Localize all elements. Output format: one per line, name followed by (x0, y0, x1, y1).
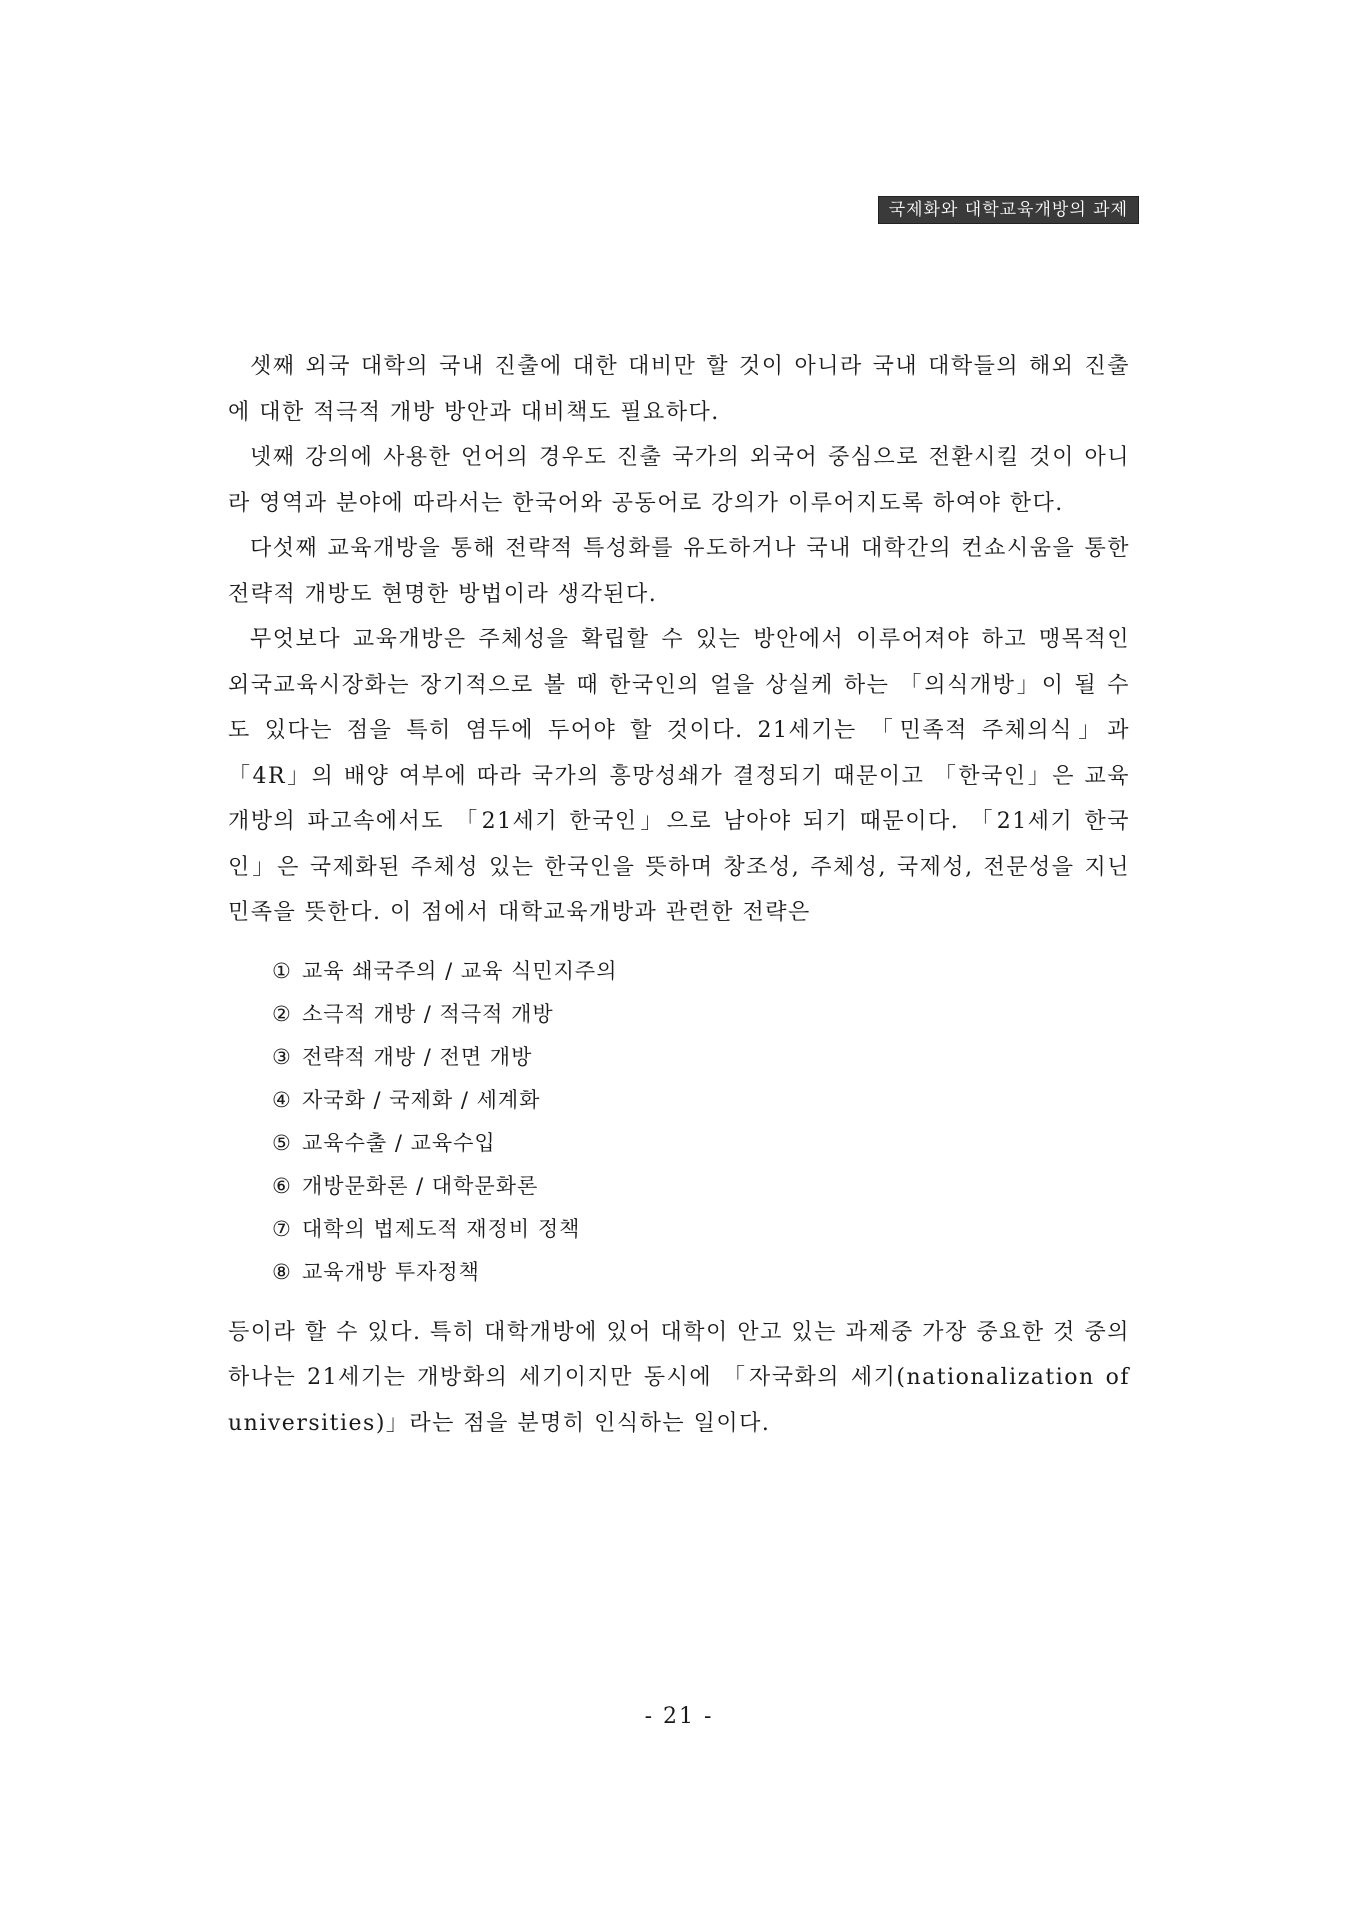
list-item (272, 1122, 1130, 1165)
closing-paragraph: 등이라 할 수 있다. 특히 대학개방에 있어 대학이 안고 있는 과제중 가장 중요한 것 중의 하나는 21세기는 개방화의 세기이지만 동시에 「자국화의 세기(nationalization of universities)」라는 점을 분명히 인식하는 일이다. (228, 1319, 1130, 1436)
list-item (272, 1208, 1130, 1251)
paragraph-third: 셋째 외국 대학의 국내 진출에 대한 대비만 할 것이 아니라 국내 대학들의 해외 진출에 대한 적극적 개방 방안과 대비책도 필요하다. (228, 354, 1130, 425)
list-number: ⑧ (272, 1259, 292, 1284)
list-item (272, 1251, 1130, 1294)
list-number: ③ (272, 1044, 292, 1069)
paragraph-fourth: 넷째 강의에 사용한 언어의 경우도 진출 국가의 외국어 중심으로 전환시킬 것이 아니라 영역과 분야에 따라서는 한국어와 공동어로 강의가 이루어지도록 하여야 한다. (228, 445, 1130, 516)
list-item (272, 1165, 1130, 1208)
page-number: - 21 - (644, 1704, 714, 1729)
list-text: 자국화 / 국제화 / 세계화 (302, 1087, 541, 1112)
list-text: 대학의 법제도적 재정비 정책 (302, 1216, 581, 1241)
list-item (272, 1079, 1130, 1122)
list-number: ① (272, 958, 292, 983)
list-number: ② (272, 1001, 292, 1026)
list-number: ④ (272, 1087, 292, 1112)
list-text: 개방문화론 / 대학문화론 (302, 1173, 539, 1198)
paragraph-fifth: 다섯째 교육개방을 통해 전략적 특성화를 유도하거나 국내 대학간의 컨쇼시움을 통한 전략적 개방도 현명한 방법이라 생각된다. (228, 536, 1130, 607)
list-number: ⑤ (272, 1130, 292, 1155)
strategy-list (272, 950, 1130, 1294)
running-header: 국제화와 대학교육개방의 과제 (878, 196, 1139, 224)
list-text: 교육개방 투자정책 (302, 1259, 480, 1284)
list-text: 소극적 개방 / 적극적 개방 (302, 1001, 554, 1026)
list-number: ⑦ (272, 1216, 292, 1241)
list-text: 전략적 개방 / 전면 개방 (302, 1044, 533, 1069)
list-item (272, 993, 1130, 1036)
list-item (272, 1036, 1130, 1079)
list-text: 교육수출 / 교육수입 (302, 1130, 496, 1155)
list-item (272, 950, 1130, 993)
list-number: ⑥ (272, 1173, 292, 1198)
paragraph-above-all: 무엇보다 교육개방은 주체성을 확립할 수 있는 방안에서 이루어져야 하고 맹목적인 외국교육시장화는 장기적으로 볼 때 한국인의 얼을 상실케 하는 「의식개방」이 될 수도 있다는 점을 특히 염두에 두어야 할 것이다. 21세기는 「민족적 주체의식」과 「4R」의 배양 여부에 따라 국가의 흥망성쇄가 결정되기 때문이고 「한국인」은 교육개방의 파고속에서도 「21세기 한국인」으로 남아야 되기 때문이다. 「21세기 한국인」은 국제화된 주체성 있는 한국인을 뜻하며 창조성, 주체성, 국제성, 전문성을 지닌 민족을 뜻한다. 이 점에서 대학교육개방과 관련한 전략은 (228, 627, 1131, 925)
body-text (228, 344, 1130, 1446)
list-text: 교육 쇄국주의 / 교육 식민지주의 (302, 958, 618, 983)
